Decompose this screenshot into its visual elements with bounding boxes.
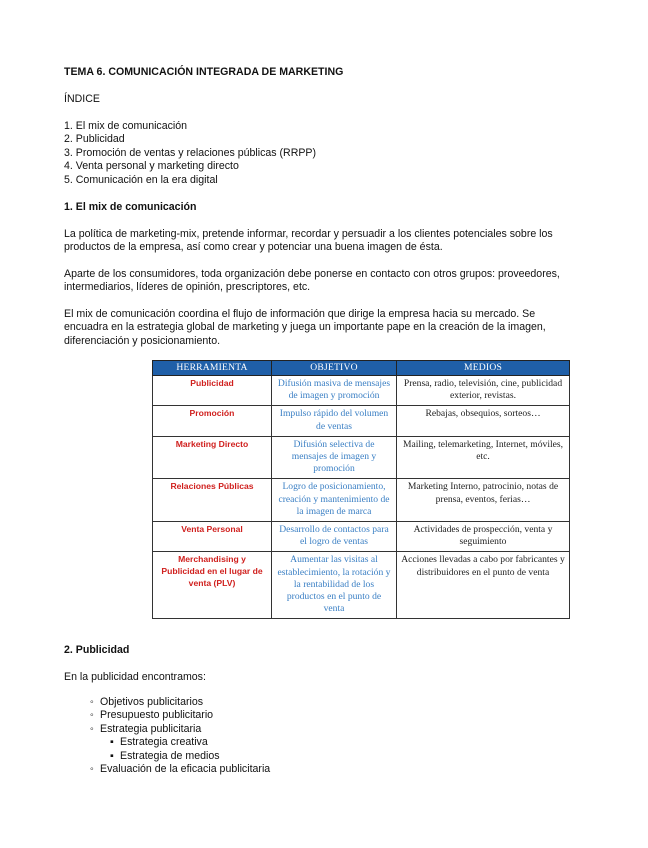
table-row	[153, 522, 570, 552]
media-cell: Acciones llevadas a cabo por fabricantes y distribuidores en el punto de venta	[397, 552, 570, 619]
section1-paragraph: La política de marketing-mix, pretende informar, recordar y persuadir a los clientes potenciales sobre los productos de la empresa, así como crear y potenciar una buena imagen de ésta.	[64, 228, 553, 254]
media-cell: Rebajas, obsequios, sorteos…	[397, 406, 570, 436]
table-row	[153, 436, 570, 479]
document-title: TEMA 6. COMUNICACIÓN INTEGRADA DE MARKETING	[64, 66, 344, 78]
list-item	[90, 736, 270, 749]
objective-cell: Difusión masiva de mensajes de imagen y promoción	[272, 376, 397, 406]
list-item	[90, 750, 270, 763]
tool-cell: Relaciones Públicas	[153, 479, 272, 522]
objective-cell: Logro de posicionamiento, creación y mantenimiento de la imagen de marca	[272, 479, 397, 522]
list-item	[90, 723, 270, 736]
list-item-text: Estrategia creativa	[120, 736, 208, 749]
list-item-text: Evaluación de la eficacia publicitaria	[100, 762, 271, 775]
section1-heading: 1. El mix de comunicación	[64, 201, 197, 213]
list-item-text: Estrategia de medios	[120, 749, 220, 762]
objective-cell: Difusión selectiva de mensajes de imagen y promoción	[272, 436, 397, 479]
hollow-circle-bullet-icon: ◦	[90, 762, 94, 775]
table-row	[153, 376, 570, 406]
table-header-row	[153, 361, 570, 376]
table-row	[153, 552, 570, 619]
square-bullet-icon: ▪	[110, 736, 114, 749]
communication-mix-table	[152, 360, 570, 619]
tool-cell: Merchandising y Publicidad en el lugar de venta (PLV)	[153, 552, 272, 619]
media-cell: Prensa, radio, televisión, cine, publicidad exterior, revistas.	[397, 376, 570, 406]
index-item: 4. Venta personal y marketing directo	[64, 160, 239, 173]
index-item: 5. Comunicación en la era digital	[64, 173, 218, 186]
header-medios: MEDIOS	[397, 361, 570, 376]
tool-cell: Promoción	[153, 406, 272, 436]
header-objetivo: OBJETIVO	[272, 361, 397, 376]
header-herramienta: HERRAMIENTA	[153, 361, 272, 376]
hollow-circle-bullet-icon: ◦	[90, 709, 94, 722]
section1-paragraph: El mix de comunicación coordina el flujo de información que dirige la empresa hacia su mercado. Se encuadra en la estrategia global de marketing y juega un importante pape en la creación de la imagen, diferenciación y posicionamiento.	[64, 308, 546, 347]
tool-cell: Venta Personal	[153, 522, 272, 552]
publicidad-list	[90, 696, 270, 776]
index-list	[64, 120, 578, 187]
table-row	[153, 479, 570, 522]
section1-paragraph: Aparte de los consumidores, toda organización debe ponerse en contacto con otros grupos: proveedores, intermediarios, líderes de opinión, prescriptores, etc.	[64, 268, 560, 294]
objective-cell: Impulso rápido del volumen de ventas	[272, 406, 397, 436]
square-bullet-icon: ▪	[110, 749, 114, 762]
index-item: 1. El mix de comunicación	[64, 120, 188, 132]
objective-cell: Aumentar las visitas al establecimiento, la rotación y la rentabilidad de los productos en el punto de venta	[272, 552, 397, 619]
list-item	[90, 709, 270, 722]
tool-cell: Publicidad	[153, 376, 272, 406]
hollow-circle-bullet-icon: ◦	[90, 722, 94, 735]
media-cell: Mailing, telemarketing, Internet, móviles, etc.	[397, 436, 570, 479]
list-item-text: Objetivos publicitarios	[100, 696, 204, 708]
section2-intro: En la publicidad encontramos:	[64, 671, 206, 683]
objective-cell: Desarrollo de contactos para el logro de ventas	[272, 522, 397, 552]
list-item	[90, 763, 270, 776]
media-cell: Actividades de prospección, venta y seguimiento	[397, 522, 570, 552]
hollow-circle-bullet-icon: ◦	[90, 696, 94, 708]
media-cell: Marketing Interno, patrocinio, notas de prensa, eventos, ferias…	[397, 479, 570, 522]
section2-heading: 2. Publicidad	[64, 644, 130, 656]
list-item	[90, 696, 270, 709]
list-item-text: Presupuesto publicitario	[100, 709, 214, 722]
tool-cell: Marketing Directo	[153, 436, 272, 479]
table-row	[153, 406, 570, 436]
index-heading: ÍNDICE	[64, 93, 100, 105]
index-item: 3. Promoción de ventas y relaciones públicas (RRPP)	[64, 146, 317, 159]
list-item-text: Estrategia publicitaria	[100, 722, 202, 735]
index-item: 2. Publicidad	[64, 133, 125, 146]
